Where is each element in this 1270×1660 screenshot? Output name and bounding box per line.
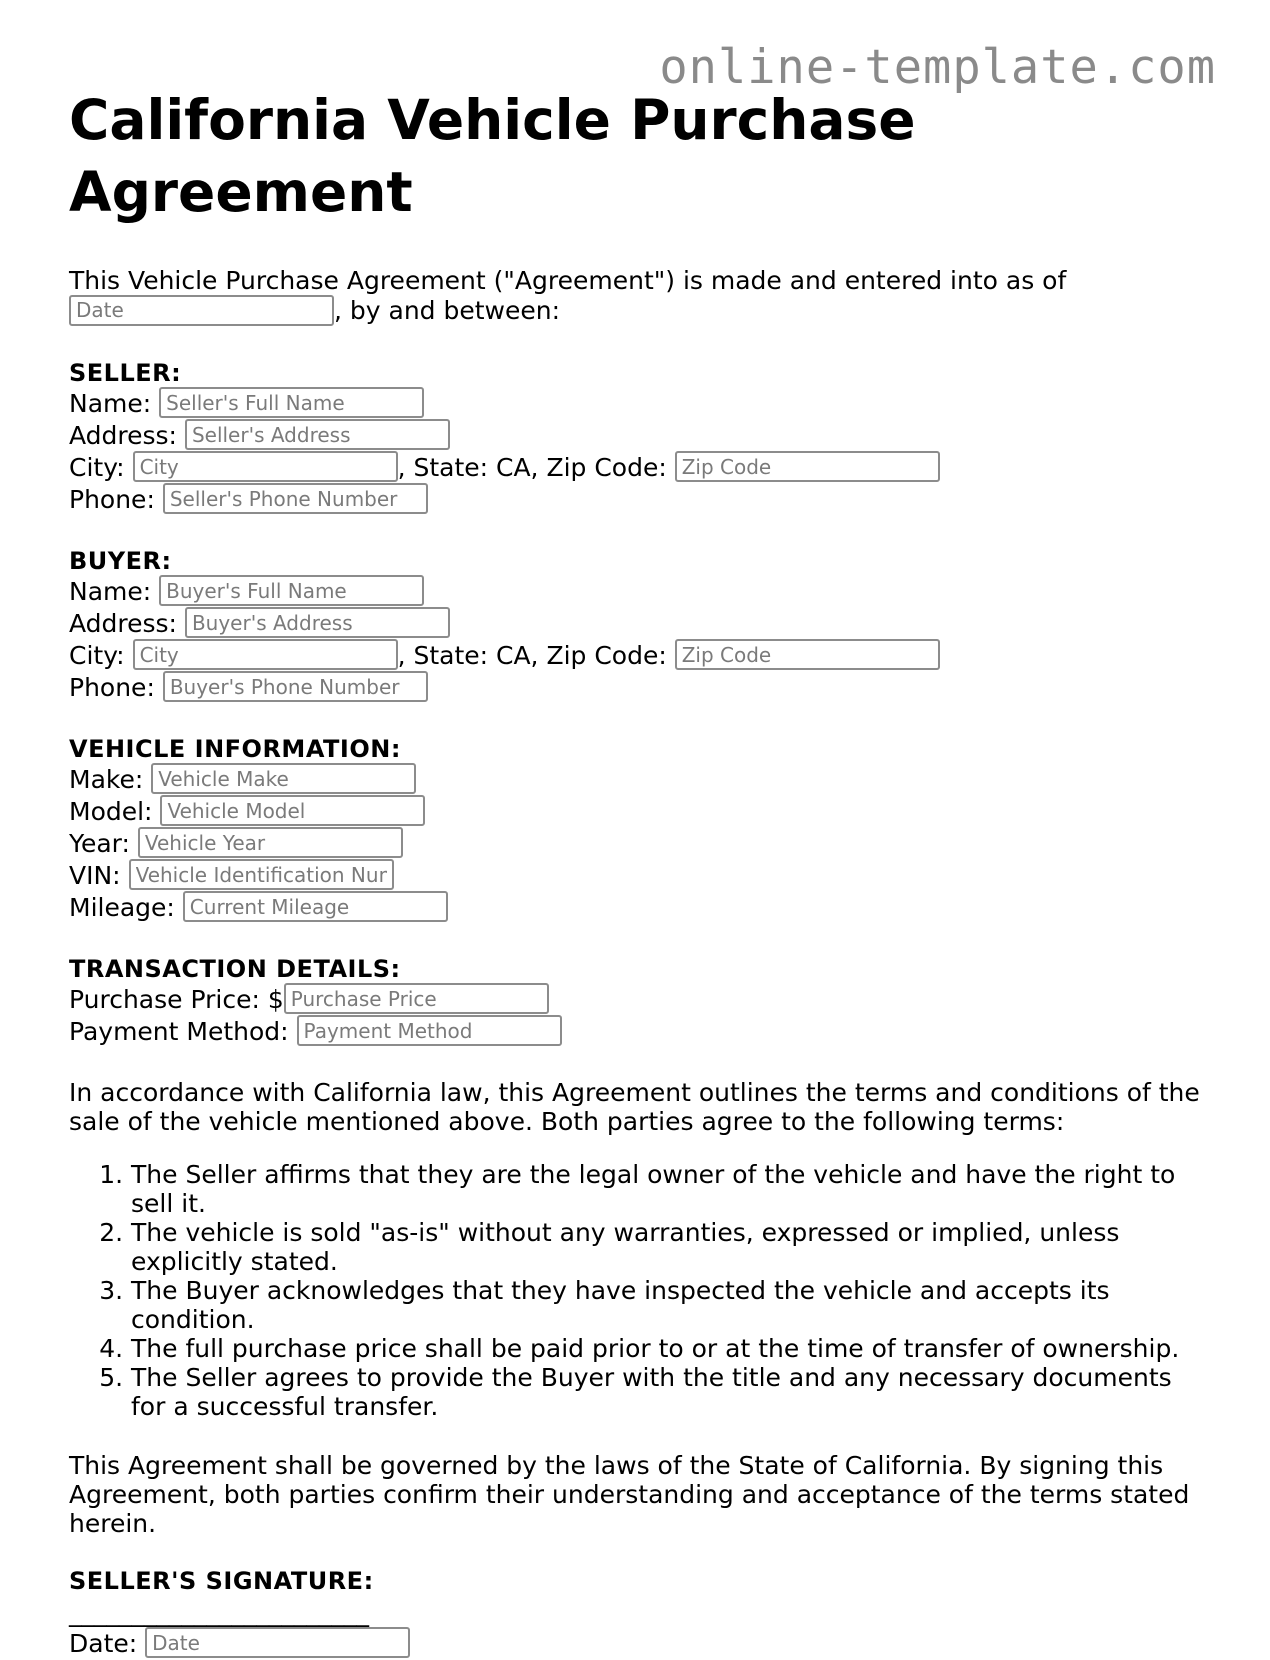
- vehicle-heading: VEHICLE INFORMATION:: [69, 734, 401, 763]
- vehicle-mileage-label: Mileage:: [69, 892, 175, 922]
- terms-intro: In accordance with California law, this Agreement outlines the terms and conditions of the sale of the vehicle mentioned above. Both parties agree to the following terms:: [69, 1077, 1200, 1136]
- purchase-price-label: Purchase Price: $: [69, 984, 284, 1014]
- seller-signature-heading: SELLER'S SIGNATURE:: [69, 1566, 374, 1595]
- transaction-heading: TRANSACTION DETAILS:: [69, 954, 401, 983]
- vehicle-mileage-input[interactable]: [183, 891, 448, 922]
- purchase-price-row: [69, 984, 1209, 1016]
- payment-method-row: [69, 1016, 1209, 1048]
- vehicle-make-row: [69, 764, 1209, 796]
- seller-city-input[interactable]: [133, 451, 398, 482]
- buyer-city-label: City:: [69, 640, 125, 670]
- seller-signature-line: ________________________: [69, 1597, 369, 1627]
- term-item: 1. The Seller affirms that they are the legal owner of the vehicle and have the right to sell it.: [131, 1160, 1209, 1218]
- vehicle-model-label: Model:: [69, 796, 153, 826]
- vehicle-year-row: [69, 828, 1209, 860]
- term-item: 2. The vehicle is sold "as-is" without any warranties, expressed or implied, unless explicitly stated.: [131, 1218, 1209, 1276]
- document: [69, 84, 1209, 1660]
- watermark: online-template.com: [659, 40, 1216, 95]
- seller-phone-input[interactable]: [163, 483, 428, 514]
- seller-heading: SELLER:: [69, 358, 182, 387]
- buyer-city-input[interactable]: [133, 639, 398, 670]
- intro-text: This Vehicle Purchase Agreement ("Agreement") is made and entered into as of: [69, 266, 1067, 295]
- buyer-address-label: Address:: [69, 608, 177, 638]
- vehicle-mileage-row: [69, 892, 1209, 924]
- buyer-phone-input[interactable]: [163, 671, 428, 702]
- vehicle-model-row: [69, 796, 1209, 828]
- signature-date-label: Date:: [69, 1628, 138, 1658]
- governing-law-paragraph: This Agreement shall be governed by the laws of the State of California. By signing this Agreement, both parties confirm their understanding and acceptance of the terms stated herein.: [69, 1450, 1190, 1538]
- page-title: California Vehicle Purchase Agreement: [69, 88, 916, 224]
- payment-method-label: Payment Method:: [69, 1016, 289, 1046]
- seller-name-input[interactable]: [159, 387, 424, 418]
- vehicle-vin-label: VIN:: [69, 860, 121, 890]
- intro-paragraph: [69, 266, 1209, 328]
- vehicle-year-label: Year:: [69, 828, 130, 858]
- buyer-state-text: , State: CA, Zip Code:: [397, 640, 667, 670]
- agreement-date-input[interactable]: [69, 295, 334, 326]
- term-item: 4. The full purchase price shall be paid prior to or at the time of transfer of ownership.: [131, 1334, 1209, 1363]
- buyer-heading: BUYER:: [69, 546, 172, 575]
- buyer-phone-label: Phone:: [69, 672, 155, 702]
- buyer-name-label: Name:: [69, 576, 152, 606]
- seller-state-text: , State: CA, Zip Code:: [397, 452, 667, 482]
- buyer-phone-row: [69, 672, 1209, 704]
- buyer-name-input[interactable]: [159, 575, 424, 606]
- signature-date-input[interactable]: [145, 1627, 410, 1658]
- buyer-name-row: [69, 576, 1209, 608]
- buyer-zip-input[interactable]: [675, 639, 940, 670]
- vehicle-make-label: Make:: [69, 764, 144, 794]
- seller-name-row: [69, 388, 1209, 420]
- payment-method-input[interactable]: [297, 1015, 562, 1046]
- term-item: 5. The Seller agrees to provide the Buyer with the title and any necessary documents for a successful transfer.: [131, 1363, 1209, 1421]
- seller-phone-label: Phone:: [69, 484, 155, 514]
- seller-address-input[interactable]: [185, 419, 450, 450]
- seller-address-label: Address:: [69, 420, 177, 450]
- vehicle-year-input[interactable]: [138, 827, 403, 858]
- buyer-address-row: [69, 608, 1209, 640]
- term-item: 3. The Buyer acknowledges that they have inspected the vehicle and accepts its condition.: [131, 1276, 1209, 1334]
- vehicle-model-input[interactable]: [160, 795, 425, 826]
- purchase-price-input[interactable]: [284, 983, 549, 1014]
- seller-city-row: [69, 452, 1209, 484]
- seller-city-label: City:: [69, 452, 125, 482]
- seller-name-label: Name:: [69, 388, 152, 418]
- buyer-city-row: [69, 640, 1209, 672]
- vehicle-make-input[interactable]: [151, 763, 416, 794]
- terms-list: [69, 1160, 1209, 1421]
- vehicle-vin-input[interactable]: [129, 859, 394, 890]
- seller-phone-row: [69, 484, 1209, 516]
- intro-text-after: , by and between:: [334, 296, 561, 325]
- seller-address-row: [69, 420, 1209, 452]
- buyer-address-input[interactable]: [185, 607, 450, 638]
- seller-zip-input[interactable]: [675, 451, 940, 482]
- vehicle-vin-row: [69, 860, 1209, 892]
